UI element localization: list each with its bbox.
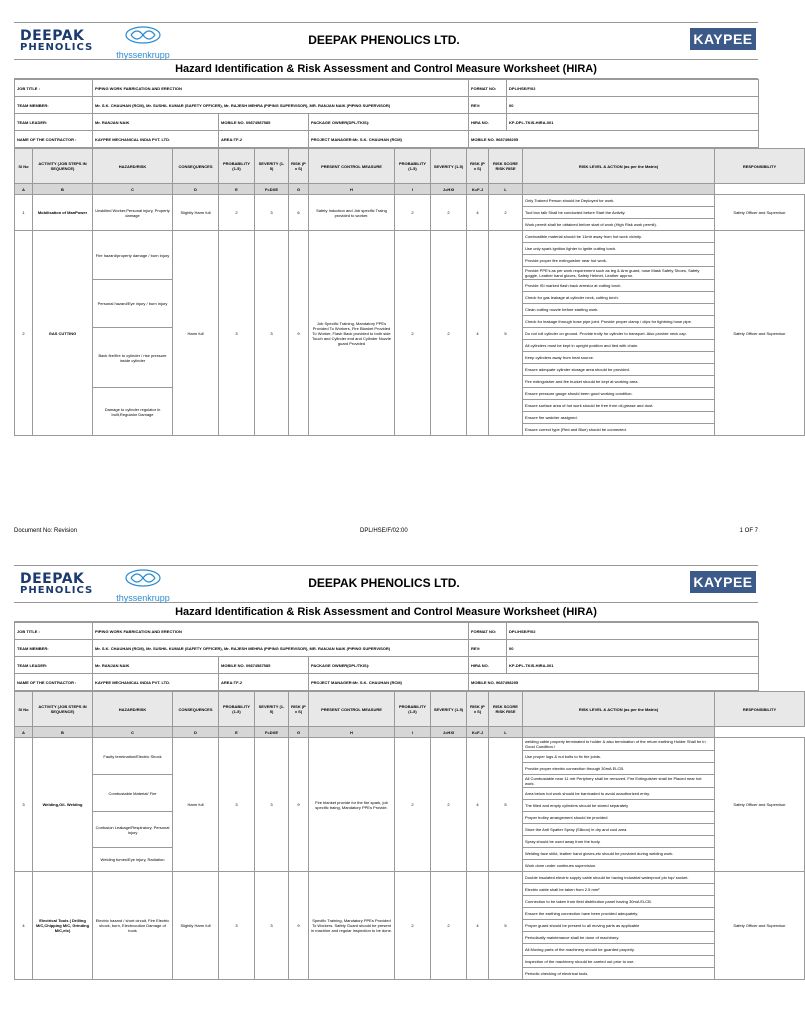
responsibility: Safety Officer and Supervisor [715, 195, 805, 231]
risk: 9 [289, 738, 309, 872]
control-action: The filled and empty cylinders should be stored separately [523, 800, 715, 812]
activity: Electrical Tools ( Drilling M/C,Chipping M/C, Grinding M/C,etc) [33, 872, 93, 980]
col-letter: K=F-J [467, 184, 489, 195]
risk-score: 5 [489, 738, 523, 872]
col-letter: E [219, 184, 255, 195]
col-letter: K=F-J [467, 727, 489, 738]
col-header-risk: RISK (P x S) [289, 149, 309, 184]
hazard-risk: Welding fumes/Eye injury, Radiation [93, 848, 173, 872]
col-header-hazard: HAZARD/RISK [93, 149, 173, 184]
team-leader: Mr. RANJAN NAIK [93, 657, 219, 674]
company-name: DEEPAK PHENOLICS LTD. [308, 576, 460, 590]
control-action: Only Trained Person should be Deployed for work. [523, 195, 715, 207]
serial-no: 4 [15, 872, 33, 980]
control-action: Area below hot work should be barricaded to avoid unauthorized entry. [523, 788, 715, 800]
col-header-sno: Sl No [15, 692, 33, 727]
mobile-no: MOBILE NO. 09874587585 [219, 657, 309, 674]
col-letter: H [309, 184, 395, 195]
risk: 9 [289, 872, 309, 980]
col-letter [523, 184, 715, 195]
risk-score: 5 [489, 872, 523, 980]
severity: 3 [255, 738, 289, 872]
activity: Mobilisation of ManPower [33, 195, 93, 231]
area: AREA:TF-2 [219, 131, 309, 148]
kaypee-logo: KAYPEE [690, 571, 756, 593]
control-action: Check for gas leakage at cylinder neck, cutting torch. [523, 292, 715, 304]
probability: 2 [219, 195, 255, 231]
hazard-risk: Combustable Material/ Fire [93, 775, 173, 812]
responsibility: Safety Officer and Supervisor [715, 738, 805, 872]
residual-probability: 2 [395, 872, 431, 980]
col-header-risk2: RISK (P x S) [467, 149, 489, 184]
consequences: Slightly Harm full [173, 195, 219, 231]
team-members: Mr. S.K. CHAUHAN (RCM), Mr. SUSHIL KUMAR (SAFETY OFFICER), Mr. RAJESH MEHRA (PIPING SUPERVISOR), MR. RANJAN NAIK (PIPING SUPERVISOR) [93, 97, 469, 114]
table-row [15, 231, 805, 243]
control-action: Keep cylinders away from heat source. [523, 352, 715, 364]
residual-risk: 4 [467, 231, 489, 436]
risk: 9 [289, 231, 309, 436]
col-header-severity: SEVERITY (1-5) [255, 692, 289, 727]
pm-mobile: MOBILE NO. 9687498205 [469, 674, 759, 691]
col-letter: B [33, 184, 93, 195]
control-action: Ensure fire watcher assigned. [523, 412, 715, 424]
col-header-responsibility: RESPONSIBILITY [715, 692, 805, 727]
job-title: PIPING WORK FABRICATION AND ERECTION [93, 623, 469, 640]
thyssenkrupp-logo: thyssenkrupp [110, 25, 176, 57]
col-letter: J=HXI [431, 184, 467, 195]
col-letter: F=DXE [255, 184, 289, 195]
company-name: DEEPAK PHENOLICS LTD. [308, 33, 460, 47]
serial-no: 2 [15, 231, 33, 436]
residual-probability: 2 [395, 738, 431, 872]
control-action: Spray should be used away from the body. [523, 836, 715, 848]
col-letter [523, 727, 715, 738]
table-row [15, 195, 805, 207]
severity: 3 [255, 872, 289, 980]
col-header-severity2: SEVERITY (1-5) [431, 149, 467, 184]
control-action: Proper guard should be present to all moving parts as applicable [523, 920, 715, 932]
control-action: Work done under continues supervision. [523, 860, 715, 872]
control-action: Ensure adequate cylinder storage area should be provided. [523, 364, 715, 376]
responsibility: Safety Officer and Supervisor [715, 872, 805, 980]
probability: 3 [219, 738, 255, 872]
col-letter: H [309, 727, 395, 738]
hira-no: KP-DPL-TKIS-HIRA-001 [507, 657, 759, 674]
col-header-probability: PROBABILITY (1-5) [219, 692, 255, 727]
control-action: Ensure pressure gauge should been good working condition. [523, 388, 715, 400]
col-letter: G [289, 727, 309, 738]
activity: GAS CUTTING [33, 231, 93, 436]
document-header [14, 22, 758, 59]
footer-form-code: DPL/HSE/F/02:00 [360, 528, 408, 534]
col-header-present_control: PRESENT CONTROL MEASURE [309, 692, 395, 727]
col-header-risk_score: RISK SCORE RISK RISE [489, 692, 523, 727]
residual-probability: 2 [395, 195, 431, 231]
control-action: Ensure correct type (Red and Blue) should be connected. [523, 424, 715, 436]
hazard-risk: Back fire/fire to cylinder / rise pressure inside cylinder [93, 328, 173, 388]
present-control-measure: Fire blanket provide for the fire spark, job specific traing, Mandatory PPEs Provide. [309, 738, 395, 872]
control-action: All cylinders must be kept in upright position and tied with chain. [523, 340, 715, 352]
control-action: Double insulated electric supply cable should be having industrial waterproof pin top/ socket. [523, 872, 715, 884]
job-info-table: JOB TITLE : PIPING WORK FABRICATION AND ERECTION FORMAT NO: DPL/HSE/F/02 TEAM MEMBER: Mr. S.K. CHAUHAN (RCM), Mr. SUSHIL KUMAR (SAFETY OFFICER), Mr. RAJESH MEHRA (PIPING SUPERVISOR), MR. RANJAN NAIK (PIPING SUPERVISOR) REV: 00 TEAM LEADER: Mr. RANJAN NAIK MOBILE NO. 09874587585 PACKAGE OWNER(DPL/TKIS): HIRA NO. KP-DPL-TKIS-HIRA-001 NAME OF THE CONTRACTOR : KAYPEE MECHANICAL INDIA PVT. LTD. AREA:TF-2 PROJECT MANAGER:Mr. S.K. CHAUHAN (RCM) MOBILE NO. 9687498205 [14, 79, 759, 148]
format-no: DPL/HSE/F/02 [507, 623, 759, 640]
contractor-name: KAYPEE MECHANICAL INDIA PVT. LTD. [93, 674, 219, 691]
col-header-responsibility: RESPONSIBILITY [715, 149, 805, 184]
col-letter: L [489, 727, 523, 738]
present-control-measure: Job Specific Training, Mandatory PPEs Provided To Workers, Fire Blanket Provided To Worker, Flash Back provided to both side Touch and Cylinder end and Cylinder Nozzle guard Provided [309, 231, 395, 436]
col-header-hazard: HAZARD/RISK [93, 692, 173, 727]
control-action: All Moving parts of the machinery should be guarded properly. [523, 944, 715, 956]
revision: 00 [507, 97, 759, 114]
probability: 3 [219, 231, 255, 436]
worksheet-title: Hazard Identification & Risk Assessment and Control Measure Worksheet (HIRA) [14, 602, 758, 622]
footer-page-number: 1 OF 7 [739, 528, 758, 534]
worksheet-page-1 [14, 22, 786, 436]
control-action: Provide proper fire extinguisher near hot work. [523, 255, 715, 267]
col-letter: G [289, 184, 309, 195]
page-footer [14, 528, 758, 538]
control-action: Fire extinguisher and fire bucket should be kept at working area. [523, 376, 715, 388]
hazard-risk: Fire hazard/property damage / burn injury [93, 231, 173, 280]
col-letter: D [173, 184, 219, 195]
col-header-severity: SEVERITY (1-5) [255, 149, 289, 184]
col-header-activity: ACTIVITY (JOB STEPS IN SEQUENCE) [33, 692, 93, 727]
col-header-severity2: SEVERITY (1-5) [431, 692, 467, 727]
control-action: Inspection of the machinery should be carried out prior to use. [523, 956, 715, 968]
risk-score: 2 [489, 195, 523, 231]
hazard-risk: Electric hazard / short circuit, Fire Electric shock, burn, Electrocution Damage of tools [93, 872, 173, 980]
control-action: Check for leakage through hose pipe joint. Provide proper clamp / clips for tightning hose pipe. [523, 316, 715, 328]
probability: 3 [219, 872, 255, 980]
residual-risk: 4 [467, 872, 489, 980]
thyssenkrupp-logo: thyssenkrupp [110, 568, 176, 600]
table-row [15, 738, 805, 751]
col-header-present_control: PRESENT CONTROL MEASURE [309, 149, 395, 184]
consequences: Harm full [173, 738, 219, 872]
package-owner: PACKAGE OWNER(DPL/TKIS): [309, 657, 469, 674]
worksheet-title: Hazard Identification & Risk Assessment and Control Measure Worksheet (HIRA) [14, 59, 758, 79]
col-header-sno: Sl No [15, 149, 33, 184]
control-action: Tool box talk Shall be conducted before Start the Activity. [523, 207, 715, 219]
col-header-probability2: PROBABILITY (1-5) [395, 692, 431, 727]
control-action: Periodically maintenance shall be done of machinery. [523, 932, 715, 944]
control-action: Proper trolley arrangement should be provided [523, 812, 715, 824]
col-letter: D [173, 727, 219, 738]
col-letter: E [219, 727, 255, 738]
control-action: Welding face shild, leather hand gloves,etc should be provided during welding work. [523, 848, 715, 860]
job-info-table: JOB TITLE : PIPING WORK FABRICATION AND ERECTION FORMAT NO: DPL/HSE/F/02 TEAM MEMBER: Mr. S.K. CHAUHAN (RCM), Mr. SUSHIL KUMAR (SAFETY OFFICER), Mr. RAJESH MEHRA (PIPING SUPERVISOR), MR. RANJAN NAIK (PIPING SUPERVISOR) REV: 00 TEAM LEADER: Mr. RANJAN NAIK MOBILE NO. 09874587585 PACKAGE OWNER(DPL/TKIS): HIRA NO. KP-DPL-TKIS-HIRA-001 NAME OF THE CONTRACTOR : KAYPEE MECHANICAL INDIA PVT. LTD. AREA:TF-2 PROJECT MANAGER:Mr. S.K. CHAUHAN (RCM) MOBILE NO. 9687498205 [14, 622, 759, 691]
residual-severity: 2 [431, 738, 467, 872]
package-owner: PACKAGE OWNER(DPL/TKIS): [309, 114, 469, 131]
table-row [15, 872, 805, 884]
consequences: Slightly Harm full [173, 872, 219, 980]
contractor-name: KAYPEE MECHANICAL INDIA PVT. LTD. [93, 131, 219, 148]
format-no: DPL/HSE/F/02 [507, 80, 759, 97]
control-action: welding cable properly terminated to holder & also termination of the return earthing Holder Shall be in Good Condition.! [523, 738, 715, 751]
team-leader: Mr. RANJAN NAIK [93, 114, 219, 131]
responsibility: Safety Officer and Supervisor [715, 231, 805, 436]
residual-risk: 4 [467, 195, 489, 231]
area: AREA:TF-2 [219, 674, 309, 691]
thyssenkrupp-emblem-icon [123, 25, 163, 45]
hira-table [14, 691, 805, 980]
residual-probability: 2 [395, 231, 431, 436]
project-manager: PROJECT MANAGER:Mr. S.K. CHAUHAN (RCM) [309, 131, 469, 148]
residual-risk: 4 [467, 738, 489, 872]
pm-mobile: MOBILE NO. 9687498205 [469, 131, 759, 148]
deepak-phenolics-logo: DEEPAK PHENOLICS [20, 28, 94, 53]
deepak-phenolics-logo: DEEPAK PHENOLICS [20, 571, 94, 596]
kaypee-logo: KAYPEE [690, 28, 756, 50]
hazard-risk: Confusion Leakage/Respiratory, Personal Injury [93, 812, 173, 848]
control-action: All Combustable near 11 mtr Periphery shall be removed. Fire Extinguisher shall be Placed near hot work. [523, 775, 715, 788]
mobile-no: MOBILE NO. 09874587585 [219, 114, 309, 131]
control-action: Use proper lugs & nut bolts to fix the joints. [523, 751, 715, 763]
control-action: Do not roll cylinder on ground. Provide trolly for cylinder to transport. Also provide neck cap. [523, 328, 715, 340]
risk-score: 5 [489, 231, 523, 436]
col-header-risk2: RISK (P x S) [467, 692, 489, 727]
hazard-risk: Damage to cylinder regulator in built,Regulator Damage [93, 388, 173, 436]
hazard-risk: Faulty termination/Electric Shock [93, 738, 173, 775]
col-letter: I [395, 727, 431, 738]
control-action: Provide ISI marked flash back arrestor at cutting torch. [523, 280, 715, 292]
hira-no: KP-DPL-TKIS-HIRA-001 [507, 114, 759, 131]
control-action: Provide proper electric connection through 30mA ELCB. [523, 763, 715, 775]
control-action: Ensure surface area of hot work should be free from oil,grease and dust. [523, 400, 715, 412]
thyssenkrupp-emblem-icon [123, 568, 163, 588]
revision: 00 [507, 640, 759, 657]
col-letter: C [93, 727, 173, 738]
risk: 6 [289, 195, 309, 231]
col-header-consequences: CONSEQUENCES [173, 149, 219, 184]
col-header-activity: ACTIVITY (JOB STEPS IN SEQUENCE) [33, 149, 93, 184]
col-header-risk_level: RISK LEVEL & ACTION (as per the Matrix) [523, 149, 715, 184]
worksheet-page-2 [14, 565, 786, 980]
serial-no: 3 [15, 738, 33, 872]
col-letter: C [93, 184, 173, 195]
serial-no: 1 [15, 195, 33, 231]
col-header-probability: PROBABILITY (1-5) [219, 149, 255, 184]
control-action: Work permit shall be obtained before start of work (High Risk work permit). [523, 219, 715, 231]
col-letter: B [33, 727, 93, 738]
control-action: Combustible material should be 11mtr away from hot work vicinity. [523, 231, 715, 243]
col-header-risk: RISK (P x S) [289, 692, 309, 727]
footer-doc-revision: Document No: Revision [14, 528, 78, 534]
control-action: Use only spark ignition lighter to ignite cutting torch. [523, 243, 715, 255]
control-action: Provide PPE's as per work requirement such as leg & Arm guard, nose Mask Safety Shoes, Safety goggle, Leather hand gloves, Safety Helmet, Leather appron. [523, 267, 715, 280]
control-action: Connection to be taken from field distribution panel having 30mA ELCB. [523, 896, 715, 908]
col-letter: I [395, 184, 431, 195]
col-header-risk_score: RISK SCORE RISK RISE [489, 149, 523, 184]
col-letter: L [489, 184, 523, 195]
consequences: Harm full [173, 231, 219, 436]
present-control-measure: Safety Induction and Job specific Traing provided to worker. [309, 195, 395, 231]
team-members: Mr. S.K. CHAUHAN (RCM), Mr. SUSHIL KUMAR (SAFETY OFFICER), Mr. RAJESH MEHRA (PIPING SUPERVISOR), MR. RANJAN NAIK (PIPING SUPERVISOR) [93, 640, 469, 657]
severity: 3 [255, 231, 289, 436]
col-letter: J=HXI [431, 727, 467, 738]
hira-table [14, 148, 805, 436]
col-letter: A [15, 727, 33, 738]
severity: 3 [255, 195, 289, 231]
control-action: Store the Anti Spatter Spray (Silicon) in dry and cool area [523, 824, 715, 836]
residual-severity: 2 [431, 231, 467, 436]
col-header-consequences: CONSEQUENCES [173, 692, 219, 727]
hazard-risk: Personal hazard/Eye injury / burn injury [93, 280, 173, 328]
hazard-risk: Unskilled Worker,Personal injury, Property damage [93, 195, 173, 231]
col-letter: A [15, 184, 33, 195]
col-letter: F=DXE [255, 727, 289, 738]
present-control-measure: Specific Training, Mandatory PPEs Provided To Workers. Safety Guard should be present in machine and regular inspection to be done. [309, 872, 395, 980]
control-action: Clean cutting nozzle before starting work. [523, 304, 715, 316]
control-action: Ensure the earthing connection have been provided adequately. [523, 908, 715, 920]
job-title: PIPING WORK FABRICATION AND ERECTION [93, 80, 469, 97]
residual-severity: 2 [431, 872, 467, 980]
col-header-risk_level: RISK LEVEL & ACTION (as per the Matrix) [523, 692, 715, 727]
activity: Welding,Oil- Welding [33, 738, 93, 872]
document-header [14, 565, 758, 602]
control-action: Periodic checking of electrical tools. [523, 968, 715, 980]
project-manager: PROJECT MANAGER:Mr. S.K. CHAUHAN (RCM) [309, 674, 469, 691]
residual-severity: 2 [431, 195, 467, 231]
control-action: Electric cable shall be taken from 2.5 mm² [523, 884, 715, 896]
col-header-probability2: PROBABILITY (1-5) [395, 149, 431, 184]
